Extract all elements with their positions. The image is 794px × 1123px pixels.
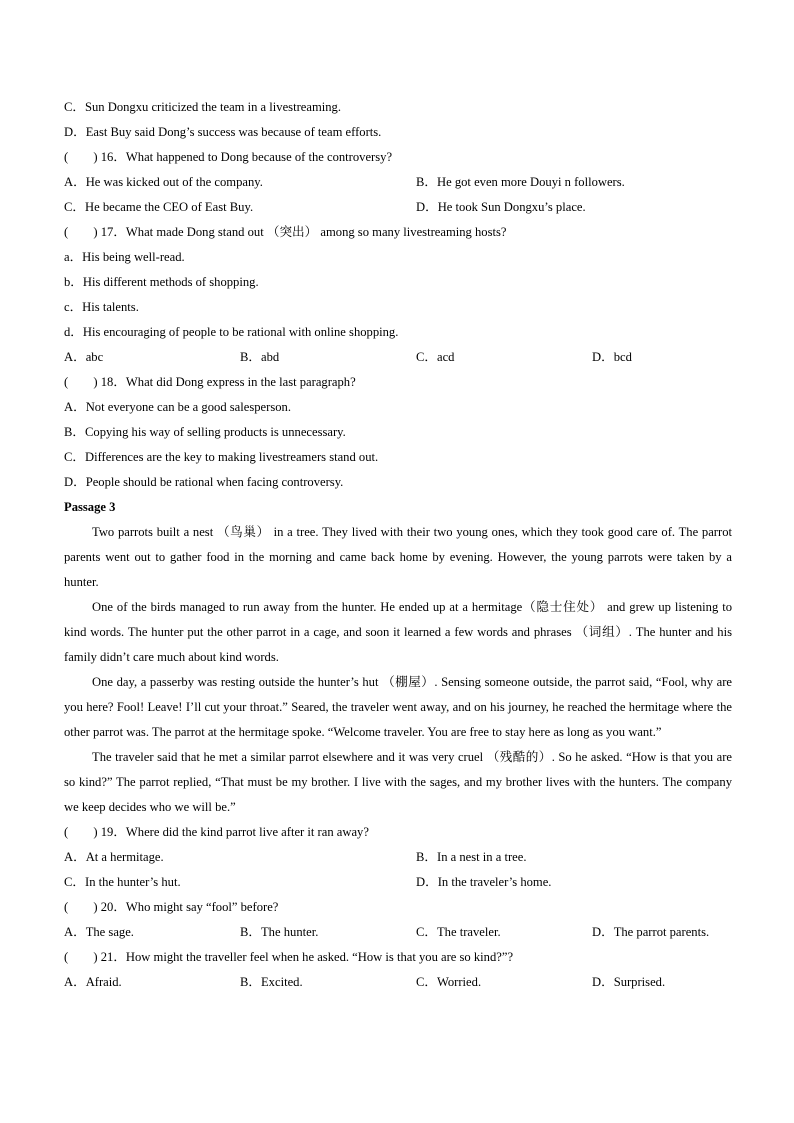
q16-options-row-2 xyxy=(64,195,732,220)
q17-option-d: D．bcd xyxy=(592,350,632,364)
q17-options-row xyxy=(64,345,732,370)
q21-stem: ( ) 21．How might the traveller feel when he asked. “How is that you are so kind?”? xyxy=(64,950,514,964)
q15-option-d: D．East Buy said Dong’s success was because of team efforts. xyxy=(64,125,382,139)
q16-option-d: D．He took Sun Dongxu’s place. xyxy=(416,200,586,214)
q20-stem: ( ) 20．Who might say “fool” before? xyxy=(64,900,279,914)
q19-options-row-2 xyxy=(64,870,732,895)
q18-option-b: B．Copying his way of selling products is unnecessary. xyxy=(64,425,346,439)
q16-options-row-1 xyxy=(64,170,732,195)
q21-option-c: C．Worried. xyxy=(416,975,482,989)
q16-option-b: B．He got even more Douyi n followers. xyxy=(416,175,625,189)
passage-3-paragraph-1: Two parrots built a nest （鸟巢） in a tree. They lived with their two young ones, which they took good care of. The parrot parents went out to gather food in the morning and came back home by evening. However, the young parrots were taken by a hunter. xyxy=(64,525,732,589)
q19-option-a: A．At a hermitage. xyxy=(64,850,164,864)
q20-options-row xyxy=(64,920,732,945)
q16-option-a: A．He was kicked out of the company. xyxy=(64,175,263,189)
q17-item-a: a．His being well-read. xyxy=(64,250,185,264)
q20-option-b: B．The hunter. xyxy=(240,925,319,939)
q18-option-a: A．Not everyone can be a good salesperson. xyxy=(64,400,291,414)
passage-3-paragraph-2: One of the birds managed to run away from the hunter. He ended up at a hermitage（隐士住处） and grew up listening to kind words. The hunter put the other parrot in a cage, and soon it learned a few words and phrases （词组）. The hunter and his family didn’t care much about kind words. xyxy=(64,600,732,664)
worksheet-page xyxy=(64,95,732,995)
q20-option-c: C．The traveler. xyxy=(416,925,501,939)
q19-option-c: C．In the hunter’s hut. xyxy=(64,875,181,889)
q17-stem: ( ) 17．What made Dong stand out （突出） among so many livestreaming hosts? xyxy=(64,225,507,239)
q17-option-b: B．abd xyxy=(240,350,280,364)
q21-options-row xyxy=(64,970,732,995)
q17-item-b: b．His different methods of shopping. xyxy=(64,275,259,289)
q17-item-c: c．His talents. xyxy=(64,300,139,314)
q19-options-row-1 xyxy=(64,845,732,870)
q20-option-d: D．The parrot parents. xyxy=(592,925,710,939)
q17-item-d: d．His encouraging of people to be rational with online shopping. xyxy=(64,325,399,339)
q21-option-a: A．Afraid. xyxy=(64,975,122,989)
q15-option-c: C．Sun Dongxu criticized the team in a livestreaming. xyxy=(64,100,341,114)
passage-3-heading: Passage 3 xyxy=(64,500,116,514)
q16-stem: ( ) 16．What happened to Dong because of the controversy? xyxy=(64,150,393,164)
q16-option-c: C．He became the CEO of East Buy. xyxy=(64,200,254,214)
q21-option-b: B．Excited. xyxy=(240,975,303,989)
q17-option-c: C．acd xyxy=(416,350,455,364)
q18-stem: ( ) 18．What did Dong express in the last paragraph? xyxy=(64,375,356,389)
q19-stem: ( ) 19．Where did the kind parrot live after it ran away? xyxy=(64,825,369,839)
passage-3-paragraph-4: The traveler said that he met a similar parrot elsewhere and it was very cruel （残酷的）. So he asked. “How is that you are so kind?” The parrot replied, “That must be my brother. I live with the sages, and my brother lives with the hunters. The company we keep decides who we will be.” xyxy=(64,750,732,814)
q19-option-b: B．In a nest in a tree. xyxy=(416,850,527,864)
q18-option-c: C．Differences are the key to making livestreamers stand out. xyxy=(64,450,379,464)
q19-option-d: D．In the traveler’s home. xyxy=(416,875,552,889)
passage-3-paragraph-3: One day, a passerby was resting outside the hunter’s hut （棚屋）. Sensing someone outside, the parrot said, “Fool, why are you here? Fool! Leave! I’ll cut your throat.” Seared, the traveler went away, and on his journey, he reached the hermitage where the other parrot was. The parrot at the hermitage spoke. “Welcome traveler. You are free to stay here as long as you want.” xyxy=(64,675,732,739)
q18-option-d: D．People should be rational when facing controversy. xyxy=(64,475,344,489)
q20-option-a: A．The sage. xyxy=(64,925,134,939)
q17-option-a: A．abc xyxy=(64,350,104,364)
q21-option-d: D．Surprised. xyxy=(592,975,666,989)
